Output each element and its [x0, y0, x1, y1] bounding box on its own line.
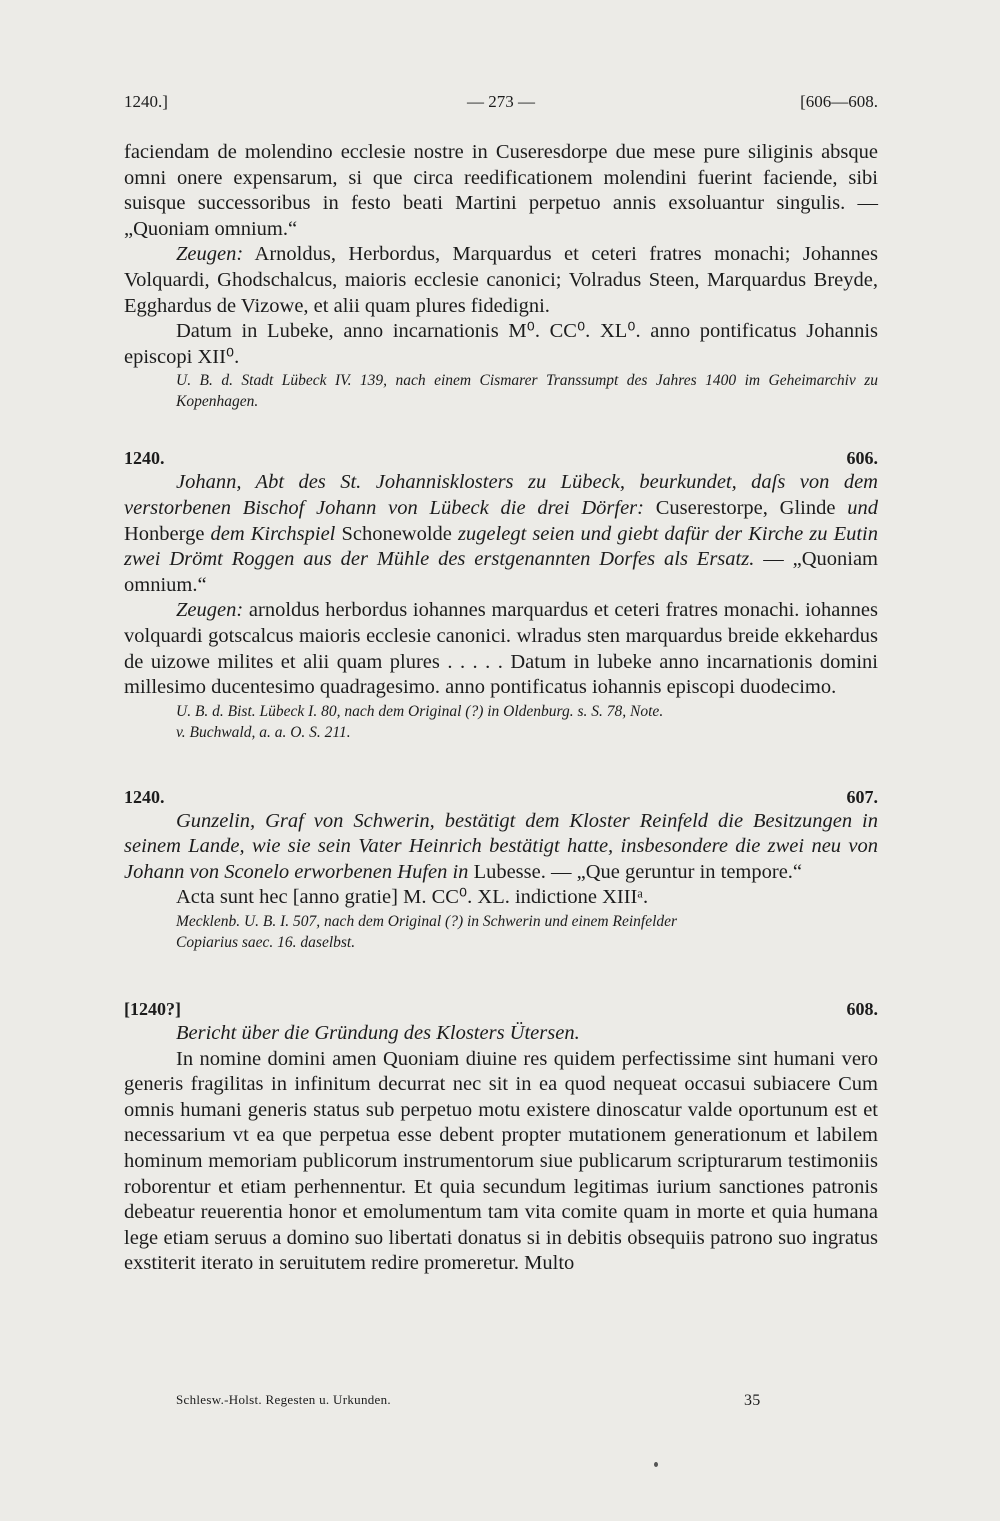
entry-608-heading — [124, 997, 878, 1021]
entry-606-summary: Johann, Abt des St. Johannisklosters zu Lübeck, beurkundet, daſs von dem verstorbenen Bischof Johann von Lübeck die drei Dörfer: Cuserestorpe, Glinde und Honberge dem Kirchspiel Schonewolde zugelegt seien und giebt dafür der Kirche zu Eutin zwei Drömt Roggen aus der Mühle des erstgenannten Dorfes als Ersatz. — „Quoniam omnium.“ — [124, 471, 878, 596]
entry-year: 1240. — [124, 448, 165, 469]
entry-608-summary: Bericht über die Gründung des Klosters Ütersen. — [176, 1022, 580, 1045]
intro-source: U. B. d. Stadt Lübeck IV. 139, nach einem Cismarer Transsumpt des Jahres 1400 im Geheimarchiv zu Kopenhagen. — [176, 372, 878, 411]
header-entry-range: [606—608. — [800, 92, 878, 111]
entry-year: [1240?] — [124, 999, 181, 1020]
footer-signature-mark: 35 — [744, 1392, 761, 1409]
header-year: 1240.] — [124, 92, 168, 111]
page-body — [124, 140, 878, 1277]
entry-number: 606. — [846, 448, 878, 469]
entry-606-source: U. B. d. Bist. Lübeck I. 80, nach dem Original (?) in Oldenburg. s. S. 78, Note. v. Buchwald, a. a. O. S. 211. — [176, 702, 664, 741]
entry-607-acta: Acta sunt hec [anno gratie] M. CC⁰. XL. indictione XIIIᵃ. — [176, 886, 649, 909]
entry-year: 1240. — [124, 786, 165, 807]
page-footer — [124, 1392, 878, 1414]
page-number: — 273 — — [467, 92, 535, 111]
entry-608-body: In nomine domini amen Quoniam diuine res quidem perfectissime sint humani vero generis fragilitas in infinitum decurrat nec sit in ea quod nequeat occasui subiacere Cum omnis humani generis status sub perpetuo motu existere dinoscatur valde oportunum est et necessarium vt ea que perpetua esse debent propter mutationem generationum et labilem hominum memoriam publicorum instrumentorum siue publicarum scripturarum testimoniis roborentur et etiam perhennentur. Et quia secundum legitimas iurium sanctiones patronis debeatur reuerentia honor et emolumentum tam vita comite quam in morte et quia humana lege etiam seruus a domino suo libertati donatus si in debitis obsequiis patrono suo ingratus exstiterit iterato in seruitutem redire promeretur. Multo — [124, 1047, 878, 1275]
running-header — [124, 92, 878, 118]
witness-label: Zeugen: — [176, 243, 244, 266]
witness-text: arnoldus herbordus iohannes marquardus et ceteri fratres monachi. iohannes volquardi gotscalcus maioris ecclesie canonici. wlradus sten marquardus breide ekkehardus de uizowe milites et alii quam plures . . . . . Datum in lubeke anno incarnationis domini millesimo ducentesimo quadragesimo. anno pontificatus iohannis episcopi duodecimo. — [124, 599, 878, 699]
entry-607-heading — [124, 785, 878, 809]
entry-606-heading — [124, 446, 878, 470]
intro-datum: Datum in Lubeke, anno incarnationis M⁰. CC⁰. XL⁰. anno pontificatus Johannis episcopi XII⁰. — [124, 320, 878, 368]
footer-series-title: Schlesw.-Holst. Regesten u. Urkunden. — [176, 1392, 391, 1407]
entry-number: 607. — [846, 786, 878, 807]
entry-607-summary: Gunzelin, Graf von Schwerin, bestätigt dem Kloster Reinfeld die Besitzungen in seinem Lande, wie sie sein Vater Heinrich bestätigt hatte, insbesondere die zwei neu von Johann von Sconelo erworbenen Hufen in Lubesse. — „Que geruntur in tempore.“ — [124, 809, 878, 883]
ink-speck — [654, 1462, 658, 1467]
entry-number: 608. — [846, 999, 878, 1020]
intro-text: faciendam de molendino ecclesie nostre in Cuseresdorpe due mese pure siliginis absque omni onere expensarum, si que circa reedificationem molendini fuerint faciende, sibi suisque successoribus in festo beati Martini perpetuo annis exsoluantur singulis. — „Quoniam omnium.“ — [124, 141, 878, 240]
entry-606-witnesses — [124, 598, 878, 700]
witness-text: Arnoldus, Herbordus, Marquardus et ceteri fratres monachi; Johannes Volquardi, Ghodschalcus, maioris ecclesie canonici; Volradus Steen, Marquardus Breyde, Egghardus de Vizowe, et alii quam plures fidedigni. — [124, 243, 879, 317]
intro-witnesses — [124, 242, 878, 319]
witness-label: Zeugen: — [176, 599, 244, 622]
entry-607-source: Mecklenb. U. B. I. 507, nach dem Original (?) in Schwerin und einem Reinfelder Copiarius saec. 16. daselbst. — [176, 913, 678, 952]
